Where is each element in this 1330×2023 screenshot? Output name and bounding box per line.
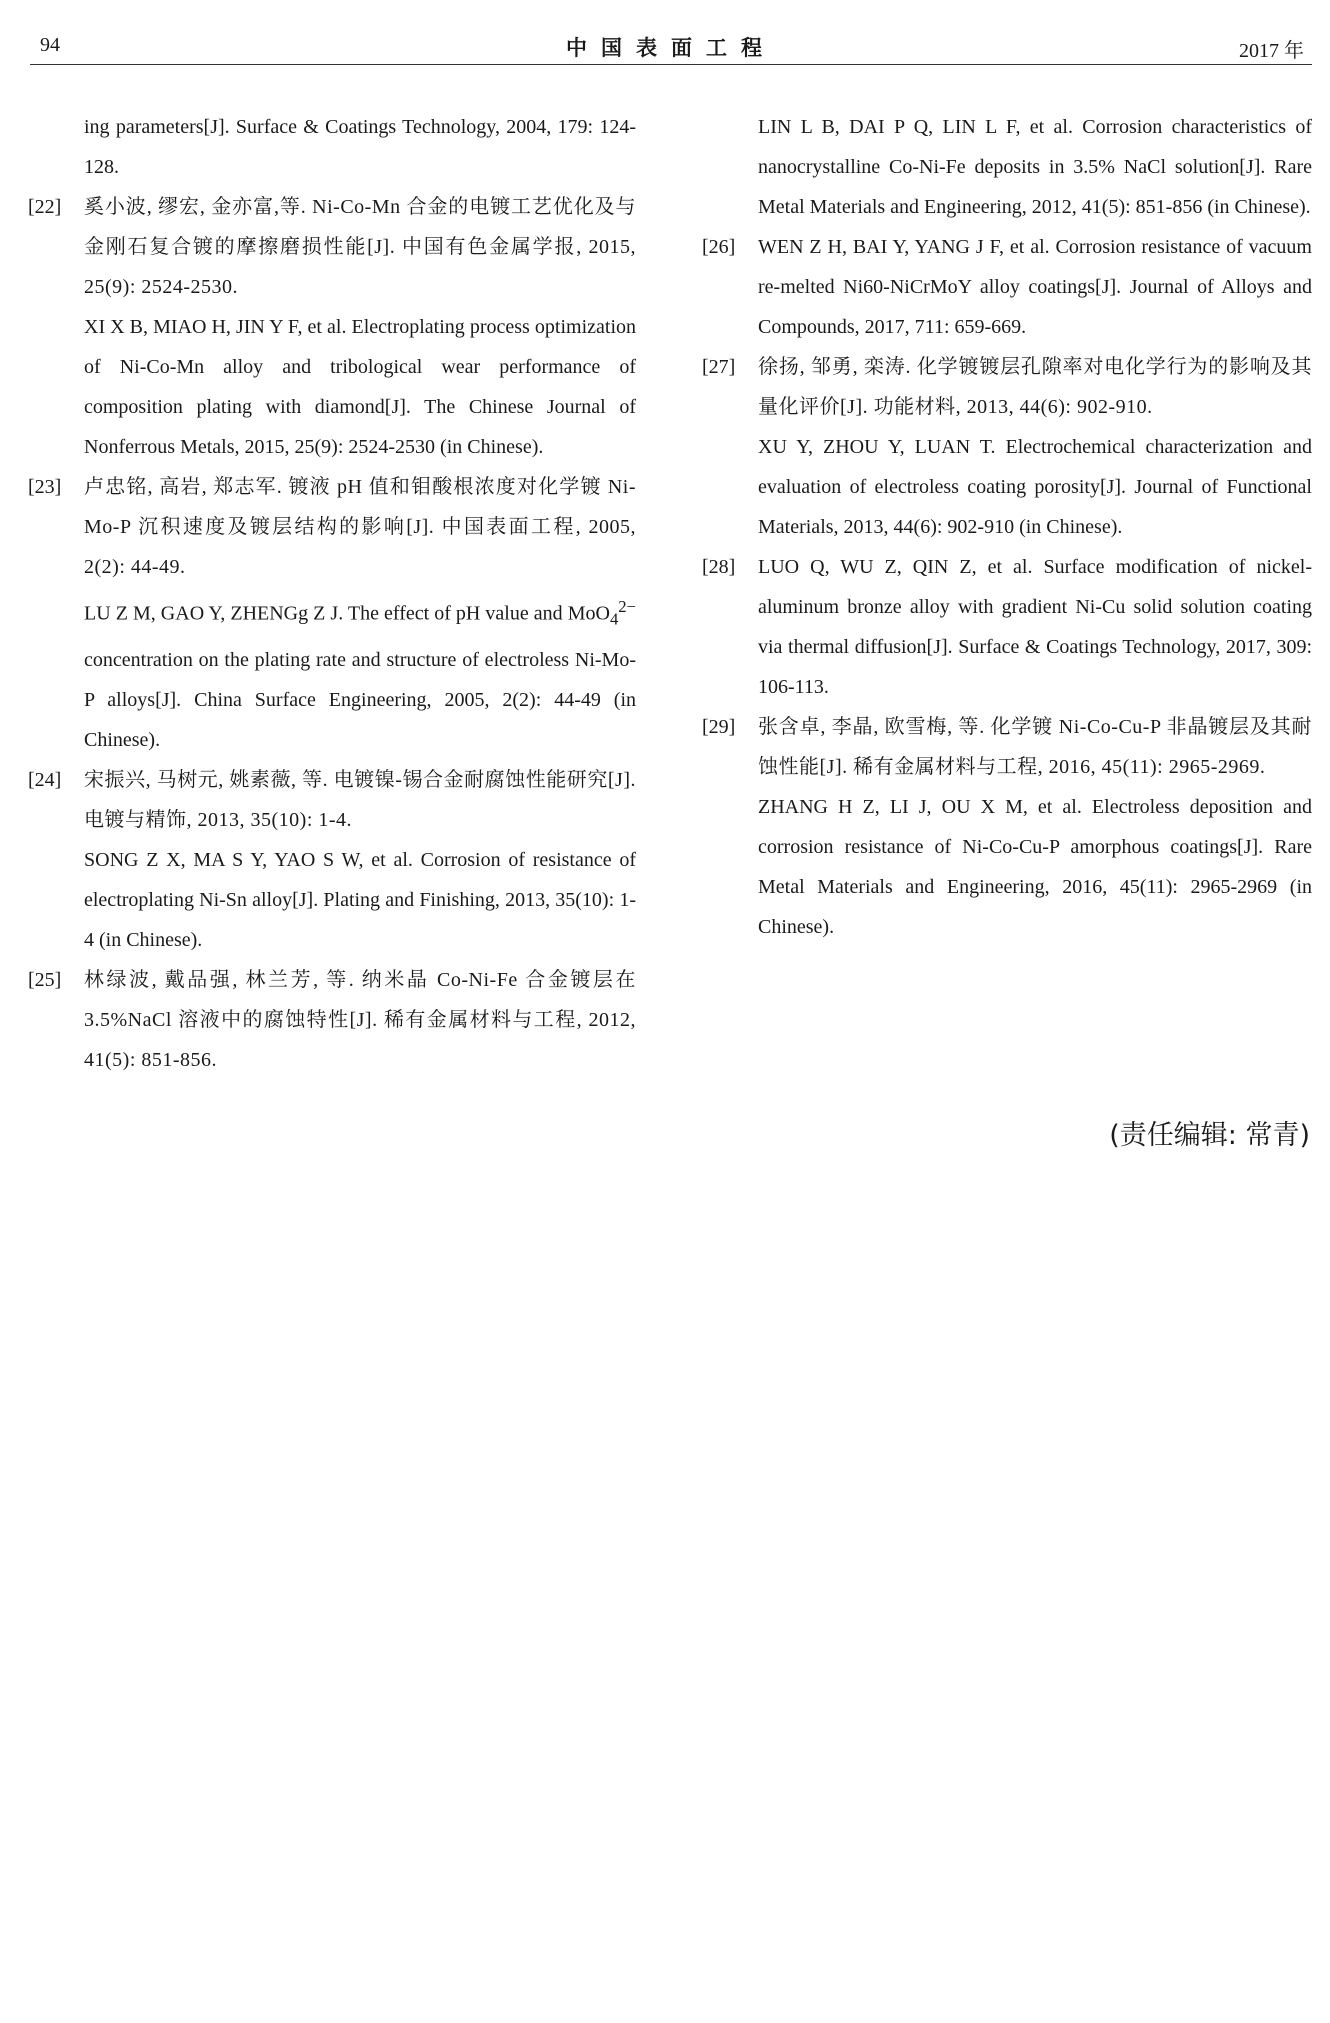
reference-24: [28, 760, 636, 960]
reference-26: [702, 227, 1312, 347]
reference-english-text: LIN L B, DAI P Q, LIN L F, et al. Corrosion characteristics of nanocrystalline Co-Ni-Fe deposits in 3.5% NaCl solution[J]. Rare Metal Materials and Engineering, 2012, 41(5): 851-856 (in Chinese).: [758, 116, 1312, 218]
reference-number: [28]: [702, 556, 736, 578]
reference-29: [702, 707, 1312, 947]
page-number: 94: [40, 34, 60, 56]
reference-english-text: SONG Z X, MA S Y, YAO S W, et al. Corrosion of resistance of electroplating Ni-Sn alloy[J]. Plating and Finishing, 2013, 35(10): 1-4 (in Chinese).: [84, 848, 636, 951]
reference-chinese-text: 徐扬, 邹勇, 栾涛. 化学镀镀层孔隙率对电化学行为的影响及其量化评价[J]. 功能材料, 2013, 44(6): 902-910.: [758, 356, 1312, 418]
reference-number: [26]: [702, 236, 736, 258]
responsible-editor-note: (责任编辑: 常青): [1109, 1120, 1310, 1151]
reference-english-text-part: LU Z M, GAO Y, ZHENGg Z J. The effect of pH value and MoO: [84, 602, 610, 625]
reference-chinese-text: 林绿波, 戴品强, 林兰芳, 等. 纳米晶 Co-Ni-Fe 合金镀层在 3.5%NaCl 溶液中的腐蚀特性[J]. 稀有金属材料与工程, 2012, 41(5): 851-856.: [84, 968, 636, 1071]
reference-number: [27]: [702, 356, 736, 378]
reference-chinese-text: 奚小波, 缪宏, 金亦富,等. Ni-Co-Mn 合金的电镀工艺优化及与金刚石复合镀的摩擦磨损性能[J]. 中国有色金属学报, 2015, 25(9): 2524-2530.: [84, 196, 636, 298]
reference-25: [28, 960, 636, 1080]
reference-english-text: WEN Z H, BAI Y, YANG J F, et al. Corrosion resistance of vacuum re-melted Ni60-NiCrMoY alloy coatings[J]. Journal of Alloys and Compounds, 2017, 711: 659-669.: [758, 236, 1312, 338]
superscript: 2−: [618, 597, 636, 616]
reference-english-text: ZHANG H Z, LI J, OU X M, et al. Electroless deposition and corrosion resistance of Ni-Co-Cu-P amorphous coatings[J]. Rare Metal Materials and Engineering, 2016, 45(11): 2965-2969 (in Chinese).: [758, 796, 1312, 938]
reference-english-text: LUO Q, WU Z, QIN Z, et al. Surface modification of nickel-aluminum bronze alloy with gradient Ni-Cu solid solution coating via thermal diffusion[J]. Surface & Coatings Technology, 2017, 309: 106-113.: [758, 556, 1312, 698]
reference-chinese-text: 卢忠铭, 高岩, 郑志军. 镀液 pH 值和钼酸根浓度对化学镀 Ni-Mo-P 沉积速度及镀层结构的影响[J]. 中国表面工程, 2005, 2(2): 44-49.: [84, 476, 636, 578]
reference-27: [702, 347, 1312, 547]
reference-number: [22]: [28, 196, 62, 218]
reference-22: [28, 187, 636, 467]
reference-25-continued: [702, 107, 1312, 227]
subscript: 4: [609, 609, 619, 629]
running-header: [30, 30, 1312, 65]
reference-chinese-text: 张含卓, 李晶, 欧雪梅, 等. 化学镀 Ni-Co-Cu-P 非晶镀层及其耐蚀性能[J]. 稀有金属材料与工程, 2016, 45(11): 2965-2969.: [758, 716, 1312, 778]
reference-number: [29]: [702, 716, 736, 738]
left-column: [28, 107, 636, 1080]
journal-title: 中国表面工程: [566, 36, 776, 60]
reference-28: [702, 547, 1312, 707]
reference-number: [24]: [28, 768, 62, 791]
reference-number: [23]: [28, 476, 62, 498]
reference-number: [25]: [28, 968, 62, 991]
right-column: [702, 107, 1312, 947]
reference-english-text-part: concentration on the plating rate and structure of electroless Ni-Mo-P alloys[J]. China Surface Engineering, 2005, 2(2): 44-49 (in Chinese).: [84, 648, 636, 751]
reference-chinese-text: 宋振兴, 马树元, 姚素薇, 等. 电镀镍-锡合金耐腐蚀性能研究[J]. 电镀与精饰, 2013, 35(10): 1-4.: [84, 768, 636, 831]
reference-23: [28, 467, 636, 760]
publication-year: 2017 年: [1239, 40, 1304, 62]
reference-21-continued: [28, 107, 636, 187]
reference-english-text: XI X B, MIAO H, JIN Y F, et al. Electroplating process optimization of Ni-Co-Mn alloy and tribological wear performance of composition plating with diamond[J]. The Chinese Journal of Nonferrous Metals, 2015, 25(9): 2524-2530 (in Chinese).: [84, 316, 636, 458]
reference-english-text: [84, 587, 636, 760]
reference-english-text: XU Y, ZHOU Y, LUAN T. Electrochemical characterization and evaluation of electroless coating porosity[J]. Journal of Functional Materials, 2013, 44(6): 902-910 (in Chinese).: [758, 436, 1312, 538]
reference-english-text: ing parameters[J]. Surface & Coatings Technology, 2004, 179: 124-128.: [84, 116, 636, 178]
